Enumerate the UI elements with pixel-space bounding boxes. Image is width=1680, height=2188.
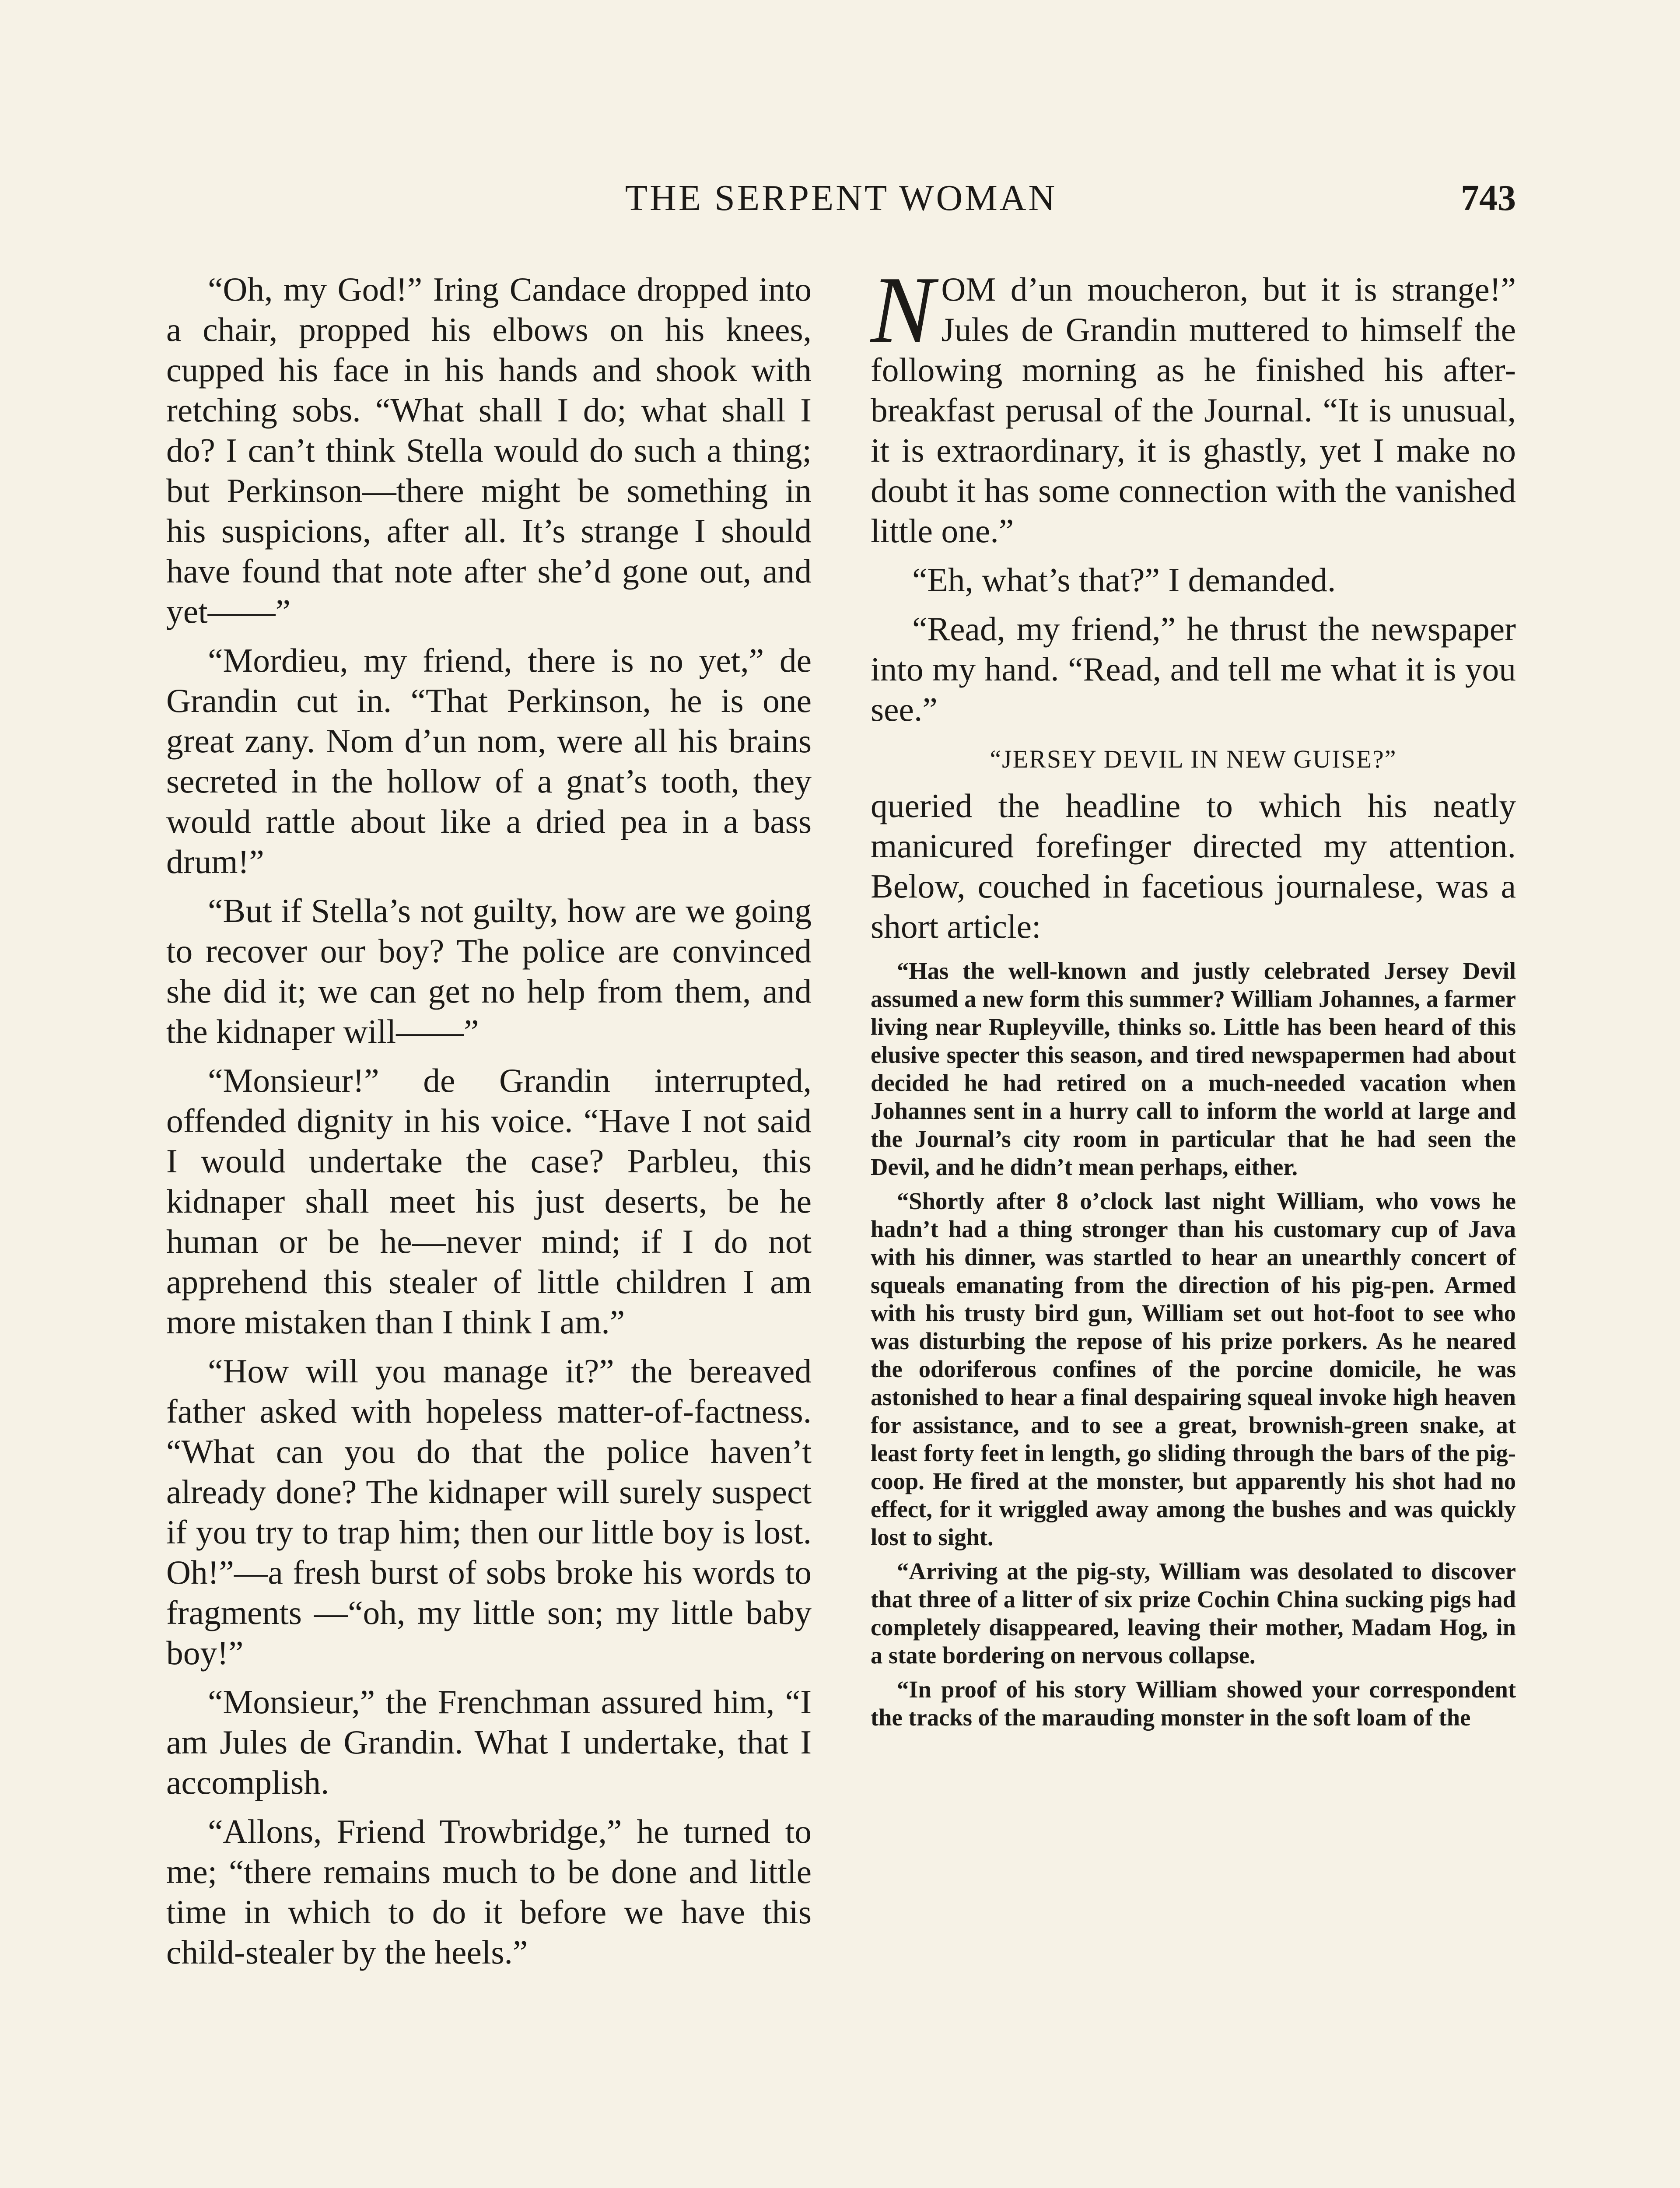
article-paragraph: “Has the well-known and justly celebrated Jersey Devil assumed a new form this summer? William Johannes, a farmer living near Rupleyville, thinks so. Little has been heard of this elusive specter this season, and tired newspapermen had about decided he had retired on a much-needed vacation when Johannes sent in a hurry call to inform the world at large and the Journal’s city room in particular that he had seen the Devil, and he didn’t mean perhaps, either. — [871, 957, 1516, 1180]
article-paragraph: “Shortly after 8 o’clock last night William, who vows he hadn’t had a thing stronger than his customary cup of Java with his dinner, was startled to hear an unearthly concert of squeals emanating from the direction of his pig-pen. Armed with his trusty bird gun, William set out hot-foot to see who was disturbing the repose of his prize porkers. As he neared the odoriferous confines of the porcine domicile, he was astonished to hear a final despairing squeal invoke high heaven for assistance, and to see a great, brownish-green snake, at least forty feet in length, go sliding through the bars of the pig-coop. He fired at the monster, but apparently his shot had no effect, for it wriggled away among the bushes and was quickly lost to sight. — [871, 1188, 1516, 1550]
paragraph: “Allons, Friend Trowbridge,” he turned to me; “there remains much to be done and little time in which to do it before we have this child-stealer by the heels.” — [166, 1813, 812, 1971]
running-title: THE SERPENT WOMAN — [625, 178, 1057, 218]
paragraph: “Monsieur,” the Frenchman assured him, “I am Jules de Grandin. What I undertake, that I accomplish. — [166, 1683, 812, 1801]
opening-text: OM d’un moucheron, but it is strange!” Jules de Grandin muttered to himself the following morning as he finished his after-breakfast perusal of the Journal. “It is unusual, it is extraordinary, it is ghastly, yet I make no doubt it has some connection with the vanished little one.” — [871, 270, 1516, 550]
drop-cap: N — [871, 257, 934, 363]
paragraph: “Oh, my God!” Iring Candace dropped into a chair, propped his elbows on his knees, cupped his face in his hands and shook with retching sobs. “What shall I do; what shall I do? I can’t think Stella would do such a thing; but Perkinson—there might be something in his suspicions, after all. It’s strange I should have found that note after she’d gone out, and yet——” — [166, 270, 812, 630]
newspaper-headline: “JERSEY DEVIL IN NEW GUISE?” — [990, 745, 1397, 773]
right-column — [871, 257, 1516, 1732]
paragraph: queried the headline to which his neatly manicured forefinger directed my attention. Below, couched in facetious journalese, was a short article: — [871, 787, 1516, 945]
article-paragraph: “Arriving at the pig-sty, William was desolated to discover that three of a litter of six prize Cochin China sucking pigs had completely disappeared, leaving their mother, Madam Hog, in a state bordering on nervous collapse. — [871, 1558, 1516, 1669]
chapter-opening — [871, 257, 1516, 551]
paragraph: “But if Stella’s not guilty, how are we going to recover our boy? The police are convinced she did it; we can get no help from them, and the kidnaper will——” — [166, 892, 812, 1050]
paragraph: “How will you manage it?” the bereaved father asked with hopeless matter-of-factness. “What can you do that the police haven’t already done? The kidnaper will surely suspect if you try to trap him; then our little boy is lost. Oh!”—a fresh burst of sobs broke his words to fragments —“oh, my little son; my little baby boy!” — [166, 1352, 812, 1672]
page-header — [166, 174, 1516, 222]
article-paragraph: “In proof of his story William showed your correspondent the tracks of the marauding monster in the soft loam of the — [871, 1676, 1516, 1731]
paragraph: “Read, my friend,” he thrust the newspaper into my hand. “Read, and tell me what it is you see.” — [871, 610, 1516, 728]
page-number: 743 — [1461, 178, 1516, 218]
paragraph: “Mordieu, my friend, there is no yet,” de Grandin cut in. “That Perkinson, he is one great zany. Nom d’un nom, were all his brains secreted in the hollow of a gnat’s tooth, they would rattle about like a dried pea in a bass drum!” — [166, 642, 812, 880]
left-column — [166, 269, 812, 1972]
paragraph: “Monsieur!” de Grandin interrupted, offended dignity in his voice. “Have I not said I would undertake the case? Parbleu, this kidnaper shall meet his just deserts, be he human or be he—never mind; if I do not apprehend this stealer of little children I am more mistaken than I think I am.” — [166, 1062, 812, 1341]
paragraph: “Eh, what’s that?” I demanded. — [912, 561, 1336, 599]
